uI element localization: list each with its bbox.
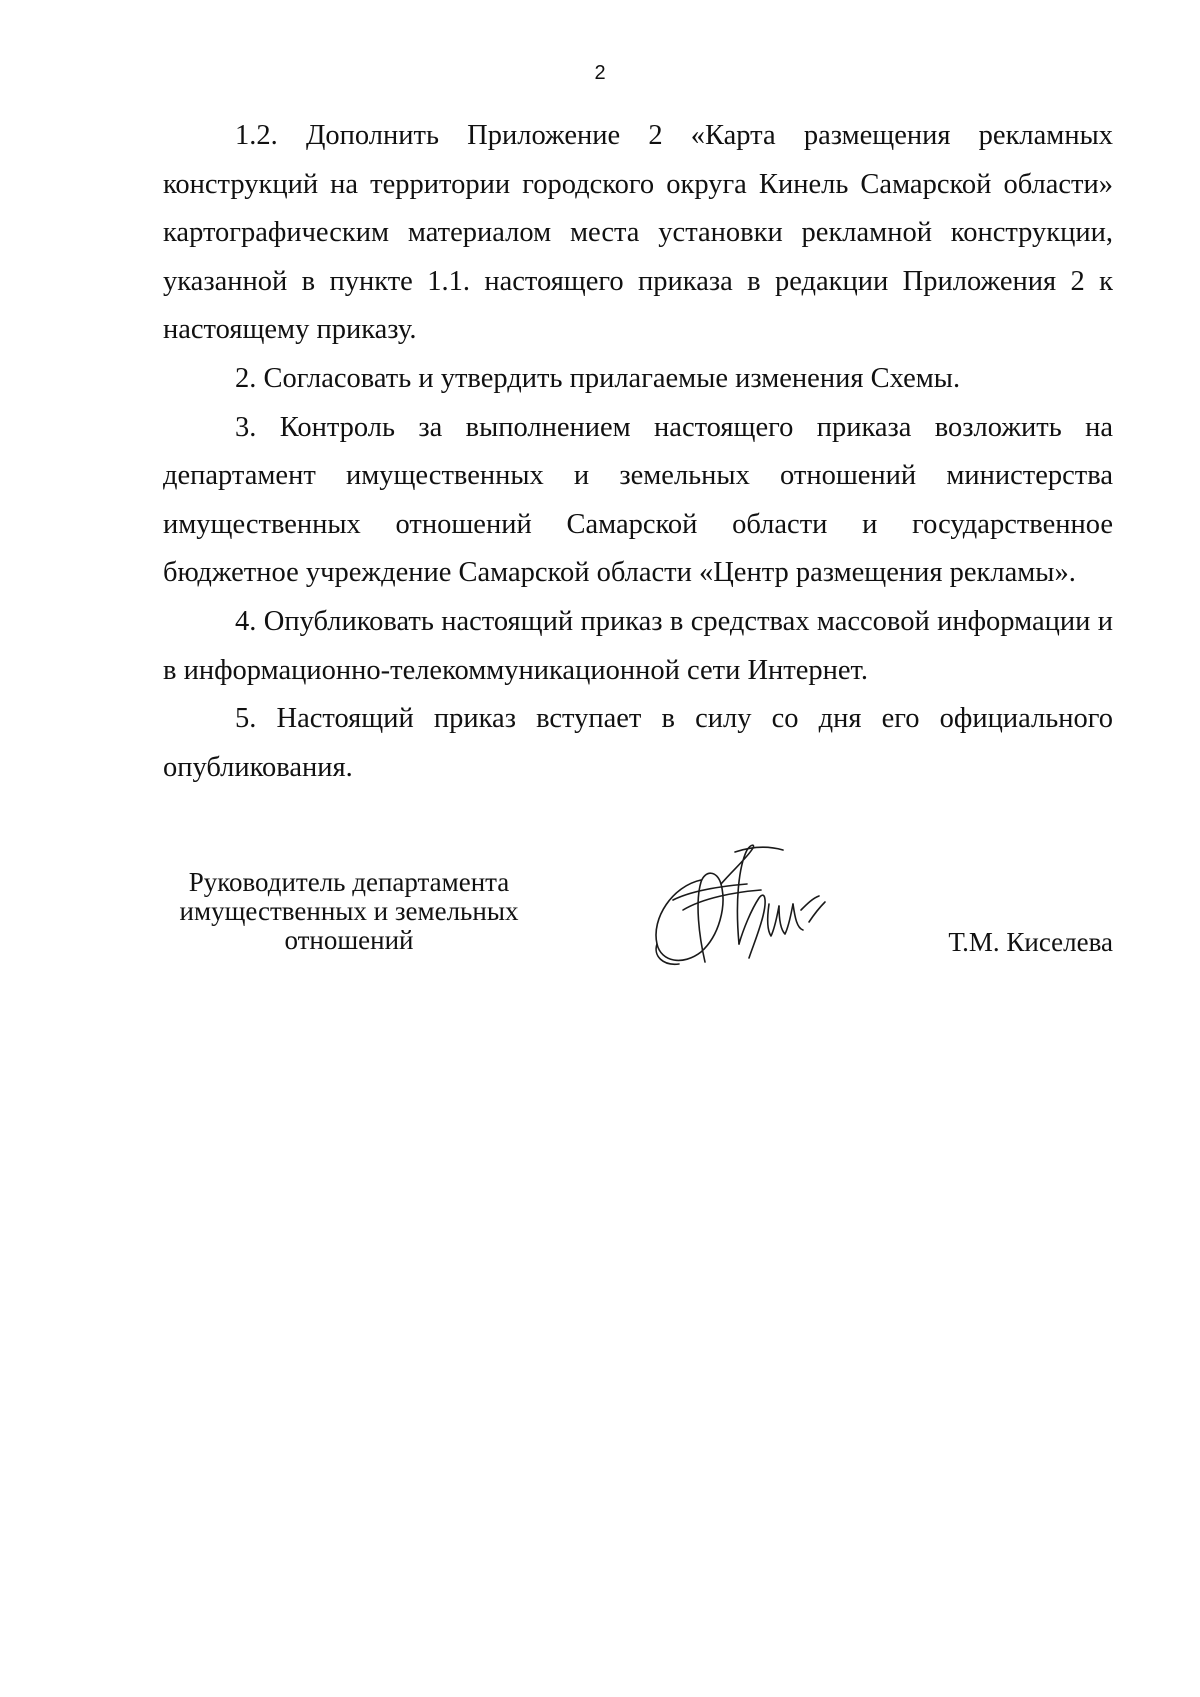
- signatory-position: [163, 868, 535, 955]
- paragraph-3: 3. Контроль за выполнением настоящего приказа возложить на департамент имущественных и земельных отношений министерства имущественных отношений Самарской области и государственное бюджетное учреждение Самарской области «Центр размещения рекламы».: [163, 411, 1113, 589]
- paragraph-1-2: 1.2. Дополнить Приложение 2 «Карта размещения рекламных конструкций на территории городского округа Кинель Самарской области» картографическим материалом места установки рекламной конструкции, указанной в пункте 1.1. настоящего приказа в редакции Приложения 2 к настоящему приказу.: [163, 120, 1113, 346]
- position-line-1: Руководитель департамента: [188, 867, 510, 897]
- document-body: [163, 112, 1113, 792]
- paragraph-4: 4. Опубликовать настоящий приказ в средствах массовой информации и в информационно-телекоммуникационной сети Интернет.: [163, 605, 1113, 686]
- paragraph-5: 5. Настоящий приказ вступает в силу со дня его официального опубликования.: [163, 703, 1113, 783]
- paragraph-2: 2. Согласовать и утвердить прилагаемые изменения Схемы.: [235, 362, 961, 394]
- position-line-3: отношений: [284, 925, 414, 955]
- signature-block: [163, 868, 1113, 978]
- position-line-2: имущественных и земельных: [179, 896, 519, 926]
- handwritten-signature-icon: [643, 840, 833, 975]
- page-number: 2: [594, 62, 606, 84]
- signatory-name: Т.М. Киселева: [948, 927, 1113, 957]
